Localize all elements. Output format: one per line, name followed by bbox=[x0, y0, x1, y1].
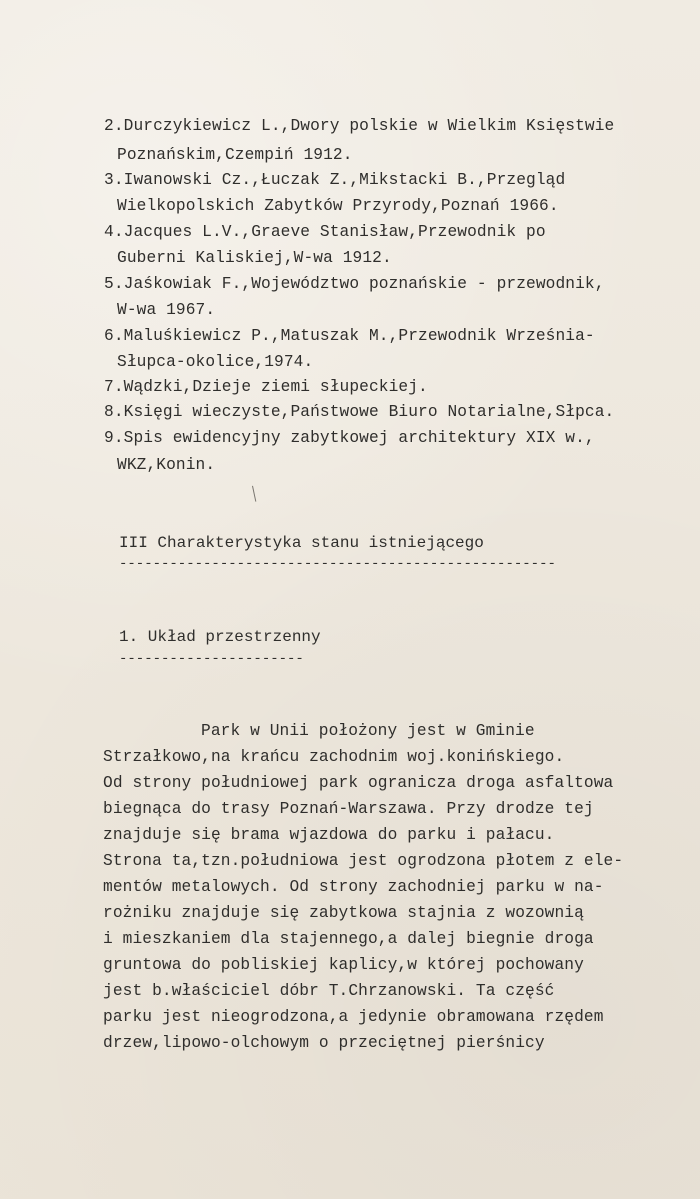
body-line-11: jest b.właściciel dóbr T.Chrzanowski. Ta część bbox=[103, 982, 555, 1000]
body-line-1: Park w Unii położony jest w Gminie bbox=[201, 722, 535, 740]
body-line-5: znajduje się brama wjazdowa do parku i pałacu. bbox=[103, 826, 555, 844]
body-line-7: mentów metalowych. Od strony zachodniej parku w na- bbox=[103, 878, 604, 896]
body-line-10: gruntowa do pobliskiej kaplicy,w której pochowany bbox=[103, 956, 584, 974]
bibliography-item-2-line-1: 2.Durczykiewicz L.,Dwory polskie w Wielkim Księstwie bbox=[104, 117, 615, 135]
bibliography-item-9-line-1: 9.Spis ewidencyjny zabytkowej architektury XIX w., bbox=[104, 429, 595, 447]
bibliography-item-7: 7.Wądzki,Dzieje ziemi słupeckiej. bbox=[104, 378, 428, 396]
bibliography-item-9-line-2: WKZ,Konin. bbox=[117, 456, 216, 474]
bibliography-item-4-line-2: Guberni Kaliskiej,W-wa 1912. bbox=[117, 249, 392, 267]
bibliography-item-3-line-1: 3.Iwanowski Cz.,Łuczak Z.,Mikstacki B.,Przegląd bbox=[104, 171, 566, 189]
bibliography-item-6-line-2: Słupca-okolice,1974. bbox=[117, 353, 314, 371]
body-line-6: Strona ta,tzn.południowa jest ogrodzona płotem z ele- bbox=[103, 852, 624, 870]
subsection-title-rule: ---------------------- bbox=[119, 651, 304, 667]
section-title: III Charakterystyka stanu istniejącego bbox=[119, 534, 484, 552]
bibliography-item-5-line-2: W-wa 1967. bbox=[117, 301, 216, 319]
body-line-8: rożniku znajduje się zabytkowa stajnia z wozownią bbox=[103, 904, 584, 922]
body-line-4: biegnąca do trasy Poznań-Warszawa. Przy drodze tej bbox=[103, 800, 594, 818]
bibliography-item-4-line-1: 4.Jacques L.V.,Graeve Stanisław,Przewodnik po bbox=[104, 223, 546, 241]
bibliography-item-5-line-1: 5.Jaśkowiak F.,Województwo poznańskie - przewodnik, bbox=[104, 275, 605, 293]
bibliography-item-8: 8.Księgi wieczyste,Państwowe Biuro Notarialne,Słpca. bbox=[104, 403, 615, 421]
body-line-9: i mieszkaniem dla stajennego,a dalej biegnie droga bbox=[103, 930, 594, 948]
section-title-rule: ---------------------------------------------------- bbox=[119, 556, 556, 572]
bibliography-item-6-line-1: 6.Maluśkiewicz P.,Matuszak M.,Przewodnik Września- bbox=[104, 327, 595, 345]
body-line-3: Od strony południowej park ogranicza droga asfaltowa bbox=[103, 774, 614, 792]
body-line-12: parku jest nieogrodzona,a jedynie obramowana rzędem bbox=[103, 1008, 604, 1026]
bibliography-item-2-line-2: Poznańskim,Czempiń 1912. bbox=[117, 146, 353, 164]
subsection-title: 1. Układ przestrzenny bbox=[119, 628, 321, 646]
body-line-13: drzew,lipowo-olchowym o przeciętnej pierśnicy bbox=[103, 1034, 545, 1052]
pen-mark bbox=[252, 486, 256, 502]
body-line-2: Strzałkowo,na krańcu zachodnim woj.konińskiego. bbox=[103, 748, 565, 766]
bibliography-item-3-line-2: Wielkopolskich Zabytków Przyrody,Poznań 1966. bbox=[117, 197, 559, 215]
